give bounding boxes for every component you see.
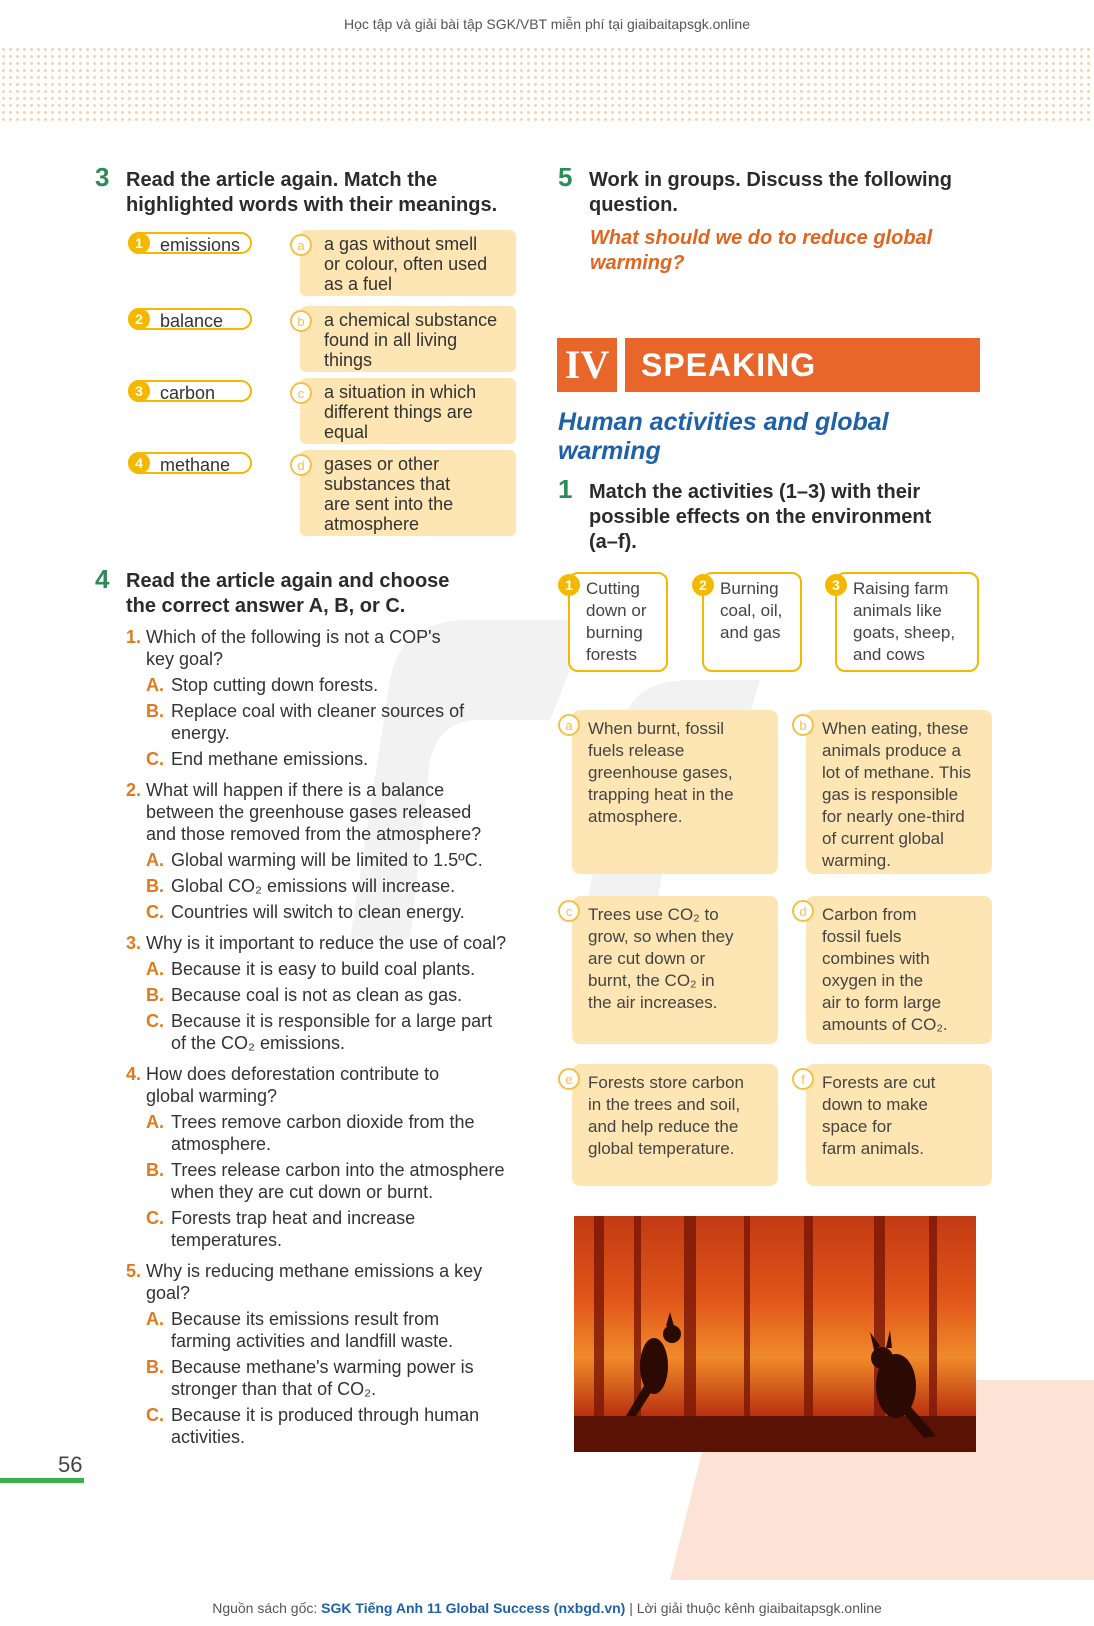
- ex4-option-letter: A.: [146, 850, 164, 870]
- ex4-option-c[interactable]: [146, 748, 536, 770]
- ex3-word-number: 3: [128, 380, 150, 402]
- ex4-option-letter: C.: [146, 1208, 164, 1228]
- ex4-question: [126, 626, 536, 770]
- ex3-title-line2: highlighted words with their meanings.: [126, 194, 498, 216]
- footer-suffix: | Lời giải thuộc kênh giaibaitapsgk.online: [625, 1600, 882, 1616]
- ex4-question-line: between the greenhouse gases released: [146, 802, 472, 822]
- ex5-number: 5: [558, 162, 573, 192]
- effect-card-c: [572, 896, 778, 1044]
- effect-line: fossil fuels: [822, 927, 902, 946]
- activity-number: 2: [692, 574, 714, 596]
- effect-line: and help reduce the: [588, 1117, 739, 1136]
- ex4-option-b[interactable]: [146, 984, 536, 1006]
- ex3-word-methane: methane: [128, 452, 252, 474]
- effect-line: of current global: [822, 829, 944, 848]
- ex5-question: [590, 226, 932, 276]
- ex4-option-line: End methane emissions.: [171, 749, 369, 769]
- ex4-option-body: [171, 1159, 505, 1203]
- ex5-question-line1: What should we do to reduce global: [590, 227, 933, 249]
- ex3-meaning-line: different things are: [324, 402, 473, 422]
- ex4-option-b[interactable]: [146, 1356, 536, 1400]
- ex3-word-emissions: emissions: [128, 232, 252, 254]
- effect-letter: f: [792, 1068, 814, 1090]
- ex4-question-number: 3.: [126, 933, 142, 953]
- ex3-meaning-b: [300, 306, 516, 372]
- ex3-title-line1: Read the article again. Match the: [126, 169, 438, 191]
- ex4-option-line: Stop cutting down forests.: [171, 675, 379, 695]
- ex3-meaning-line: equal: [324, 422, 369, 442]
- effect-letter: e: [558, 1068, 580, 1090]
- ex4-question: [126, 1260, 536, 1448]
- ex4-option-body: [171, 958, 475, 980]
- ex3-meaning-letter: d: [290, 454, 312, 476]
- activity-line: forests: [586, 645, 638, 664]
- ex4-option-body: [171, 700, 464, 744]
- ex3-meaning-line: as a fuel: [324, 274, 393, 294]
- ex3-meaning-line: or colour, often used: [324, 254, 488, 274]
- ex3-word-number: 4: [128, 452, 150, 474]
- effect-line: atmosphere.: [588, 807, 683, 826]
- ex3-meaning-c: [300, 378, 516, 444]
- ex4-option-body: [171, 901, 465, 923]
- ex4-question-body: [146, 1260, 482, 1304]
- ex3-title: [126, 168, 497, 218]
- effect-card-f: [806, 1064, 992, 1186]
- ex4-option-letter: B.: [146, 876, 164, 896]
- effect-line: oxygen in the: [822, 971, 924, 990]
- speak1-number: 1: [558, 474, 573, 504]
- ex4-option-a[interactable]: [146, 1111, 536, 1155]
- ex3-number: 3: [95, 162, 110, 192]
- ex4-option-line: Trees release carbon into the atmosphere: [171, 1160, 505, 1180]
- ex5-question-line2: warming?: [590, 252, 685, 274]
- ex4-option-letter: A.: [146, 1309, 164, 1329]
- ex3-word-balance: balance: [128, 308, 252, 330]
- ex4-option-line: Because it is responsible for a large part: [171, 1011, 493, 1031]
- ex4-option-letter: B.: [146, 701, 164, 721]
- effect-line: grow, so when they: [588, 927, 734, 946]
- ex3-word-number: 1: [128, 232, 150, 254]
- ex4-title-line1: Read the article again and choose: [126, 570, 450, 592]
- ex4-option-line: energy.: [171, 723, 230, 743]
- section-title: SPEAKING: [625, 338, 980, 392]
- ex4-option-line: stronger than that of CO₂.: [171, 1379, 377, 1399]
- effect-card-a: [572, 710, 778, 874]
- ex3-meaning-line: a chemical substance: [324, 310, 498, 330]
- ex4-option-letter: A.: [146, 959, 164, 979]
- effect-line: Forests are cut: [822, 1073, 936, 1092]
- ex4-question: [126, 1063, 536, 1251]
- section-subtitle: [558, 408, 889, 466]
- activity-card-2: [702, 572, 802, 672]
- ex4-question: [126, 932, 536, 1054]
- effect-line: burnt, the CO₂ in: [588, 971, 715, 990]
- ex4-option-body: [171, 1111, 474, 1155]
- activity-line: and cows: [853, 645, 925, 664]
- ex4-option-line: Replace coal with cleaner sources of: [171, 701, 465, 721]
- ex4-option-line: Global CO₂ emissions will increase.: [171, 876, 456, 896]
- effect-card-b: [806, 710, 992, 874]
- ex4-option-a[interactable]: [146, 958, 536, 980]
- ex4-option-c[interactable]: [146, 1010, 536, 1054]
- ex4-option-b[interactable]: [146, 700, 536, 744]
- effect-line: lot of methane. This: [822, 763, 971, 782]
- effect-letter: b: [792, 714, 814, 736]
- effect-card-e: [572, 1064, 778, 1186]
- ex3-meaning-line: a gas without smell: [324, 234, 478, 254]
- ex4-question-line: global warming?: [146, 1086, 278, 1106]
- ex4-option-line: Because it is easy to build coal plants.: [171, 959, 476, 979]
- effect-line: trapping heat in the: [588, 785, 734, 804]
- ex4-question-line: What will happen if there is a balance: [146, 780, 445, 800]
- ex4-option-a[interactable]: [146, 1308, 536, 1352]
- ex3-meaning-line: atmosphere: [324, 514, 420, 534]
- ex4-option-letter: C.: [146, 1011, 164, 1031]
- ex4-option-letter: C.: [146, 902, 164, 922]
- effect-line: Carbon from: [822, 905, 917, 924]
- activity-card-3: [835, 572, 979, 672]
- ex4-option-letter: B.: [146, 1160, 164, 1180]
- effect-line: down to make: [822, 1095, 928, 1114]
- ex3-meaning-a: [300, 230, 516, 296]
- effect-line: combines with: [822, 949, 930, 968]
- activity-line: animals like: [853, 601, 942, 620]
- activity-line: down or: [586, 601, 647, 620]
- ex4-question-body: [146, 1063, 439, 1107]
- ex4-option-line: temperatures.: [171, 1230, 283, 1250]
- effect-line: Forests store carbon: [588, 1073, 744, 1092]
- effect-line: for nearly one-third: [822, 807, 965, 826]
- ex4-option-line: Because methane's warming power is: [171, 1357, 474, 1377]
- ex4-option-body: [171, 1010, 492, 1054]
- ex4-question-line: How does deforestation contribute to: [146, 1064, 440, 1084]
- ex4-question-text: [126, 932, 536, 954]
- site-footer: [0, 1600, 1094, 1616]
- ex4-option-letter: C.: [146, 749, 164, 769]
- ex4-question-body: [146, 779, 481, 845]
- ex4-option-line: Global warming will be limited to 1.5ºC.: [171, 850, 483, 870]
- ex4-option-line: when they are cut down or burnt.: [171, 1182, 434, 1202]
- ex4-option-body: [171, 674, 378, 696]
- ex4-question-number: 5.: [126, 1261, 142, 1281]
- effect-line: When eating, these: [822, 719, 969, 738]
- speak1-title-line: possible effects on the environment: [589, 506, 932, 528]
- ex4-question-number: 2.: [126, 780, 142, 800]
- wildfire-illustration: [574, 1216, 976, 1452]
- ex3-word-carbon: carbon: [128, 380, 252, 402]
- ex3-word-number: 2: [128, 308, 150, 330]
- effect-line: animals produce a: [822, 741, 961, 760]
- ex4-question-text: [126, 1260, 536, 1304]
- ex5-title-line1: Work in groups. Discuss the following: [589, 169, 952, 191]
- ex4-option-body: [171, 875, 455, 897]
- ex3-meaning-line: a situation in which: [324, 382, 477, 402]
- ex3-meaning-line: gases or other: [324, 454, 440, 474]
- ex3-meaning-letter: c: [290, 382, 312, 404]
- ex4-question-line: and those removed from the atmosphere?: [146, 824, 482, 844]
- ex4-option-line: Because its emissions result from: [171, 1309, 440, 1329]
- ex4-question-line: Why is reducing methane emissions a key: [146, 1261, 483, 1281]
- section-subtitle-line1: Human activities and global: [558, 408, 889, 436]
- effect-line: warming.: [822, 851, 891, 870]
- ex5-title: [589, 168, 952, 218]
- ex3-meaning-line: are sent into the: [324, 494, 454, 514]
- speak1-title: [589, 480, 931, 555]
- effect-line: air to form large: [822, 993, 942, 1012]
- ex4-option-c[interactable]: [146, 1207, 536, 1251]
- speak1-title-line: (a–f).: [589, 531, 637, 553]
- ex3-meaning-d: [300, 450, 516, 536]
- effect-line: gas is responsible: [822, 785, 959, 804]
- activity-line: goats, sheep,: [853, 623, 956, 642]
- ex4-question-text: [126, 1063, 536, 1107]
- effect-line: Trees use CO₂ to: [588, 905, 719, 924]
- effect-line: fuels release: [588, 741, 685, 760]
- ex4-question-line: key goal?: [146, 649, 224, 669]
- ex4-question-line: goal?: [146, 1283, 191, 1303]
- ex4-option-letter: A.: [146, 1112, 164, 1132]
- footer-prefix: Nguồn sách gốc:: [212, 1600, 322, 1616]
- activity-line: Raising farm: [853, 579, 949, 598]
- effect-line: in the trees and soil,: [588, 1095, 741, 1114]
- activity-number: 1: [558, 574, 580, 596]
- effect-line: farm animals.: [822, 1139, 925, 1158]
- effect-card-d: [806, 896, 992, 1044]
- ex4-option-letter: B.: [146, 1357, 164, 1377]
- ex4-option-line: Because it is produced through human: [171, 1405, 480, 1425]
- ex4-option-line: of the CO₂ emissions.: [171, 1033, 346, 1053]
- ex3-meaning-line: things: [324, 350, 373, 370]
- effect-line: space for: [822, 1117, 892, 1136]
- ex4-question: [126, 779, 536, 923]
- activity-number: 3: [825, 574, 847, 596]
- ex4-option-b[interactable]: [146, 1159, 536, 1203]
- activity-line: Burning: [720, 579, 779, 598]
- effect-letter: d: [792, 900, 814, 922]
- effect-line: amounts of CO₂.: [822, 1015, 948, 1034]
- ex4-option-line: Because coal is not as clean as gas.: [171, 985, 463, 1005]
- ex4-question-text: [126, 626, 536, 670]
- ex4-option-body: [171, 849, 483, 871]
- effect-line: global temperature.: [588, 1139, 735, 1158]
- ex4-option-line: activities.: [171, 1427, 246, 1447]
- footer-book-link[interactable]: SGK Tiếng Anh 11 Global Success (nxbgd.vn): [321, 1600, 626, 1616]
- page-number-bar: [0, 1478, 84, 1483]
- ex4-option-a[interactable]: [146, 674, 536, 696]
- ex3-meaning-letter: a: [290, 234, 312, 256]
- ex4-question-number: 4.: [126, 1064, 142, 1084]
- ex4-option-line: Trees remove carbon dioxide from the: [171, 1112, 475, 1132]
- ex4-title: [126, 569, 449, 619]
- ex4-option-body: [171, 1207, 415, 1251]
- ex5-title-line2: question.: [589, 194, 678, 216]
- ex4-option-letter: C.: [146, 1405, 164, 1425]
- ex4-question-line: Why is it important to reduce the use of coal?: [146, 933, 507, 953]
- effect-letter: c: [558, 900, 580, 922]
- ex4-option-c[interactable]: [146, 1404, 536, 1448]
- ex4-option-body: [171, 1356, 474, 1400]
- effect-line: When burnt, fossil: [588, 719, 725, 738]
- ex4-number: 4: [95, 564, 110, 594]
- ex4-option-body: [171, 1308, 453, 1352]
- ex4-question-text: [126, 779, 536, 845]
- ex4-option-body: [171, 748, 368, 770]
- ex4-option-line: atmosphere.: [171, 1134, 272, 1154]
- dotted-banner: [0, 46, 1094, 122]
- ex4-option-a[interactable]: [146, 849, 536, 871]
- ex4-option-letter: B.: [146, 985, 164, 1005]
- ex3-meaning-line: found in all living: [324, 330, 458, 350]
- ex4-option-b[interactable]: [146, 875, 536, 897]
- section-subtitle-line2: warming: [558, 437, 661, 465]
- activity-line: burning: [586, 623, 643, 642]
- ex4-option-line: Forests trap heat and increase: [171, 1208, 416, 1228]
- site-header: Học tập và giải bài tập SGK/VBT miễn phí tại giaibaitapsgk.online: [344, 16, 750, 32]
- effect-line: are cut down or: [588, 949, 706, 968]
- section-roman-numeral: IV: [557, 338, 617, 392]
- activity-line: coal, oil,: [720, 601, 783, 620]
- ex4-question-line: Which of the following is not a COP's: [146, 627, 441, 647]
- ex3-meaning-line: substances that: [324, 474, 451, 494]
- ex4-question-body: [146, 932, 506, 954]
- activity-line: Cutting: [586, 579, 640, 598]
- ex4-option-body: [171, 1404, 479, 1448]
- page-number: 56: [58, 1452, 83, 1477]
- ex4-question-body: [146, 626, 441, 670]
- ex4-option-c[interactable]: [146, 901, 536, 923]
- ex3-meaning-letter: b: [290, 310, 312, 332]
- ex4-option-body: [171, 984, 462, 1006]
- ex4-option-letter: A.: [146, 675, 164, 695]
- ex4-option-line: farming activities and landfill waste.: [171, 1331, 454, 1351]
- ex4-option-line: Countries will switch to clean energy.: [171, 902, 465, 922]
- ex4-title-line2: the correct answer A, B, or C.: [126, 595, 406, 617]
- activity-line: and gas: [720, 623, 781, 642]
- speak1-title-line: Match the activities (1–3) with their: [589, 481, 921, 503]
- effect-line: the air increases.: [588, 993, 718, 1012]
- ex4-question-list: [126, 626, 536, 1457]
- wildfire-photo: [574, 1216, 976, 1452]
- effect-line: greenhouse gases,: [588, 763, 733, 782]
- effect-letter: a: [558, 714, 580, 736]
- ex4-question-number: 1.: [126, 627, 142, 647]
- activity-card-1: [568, 572, 668, 672]
